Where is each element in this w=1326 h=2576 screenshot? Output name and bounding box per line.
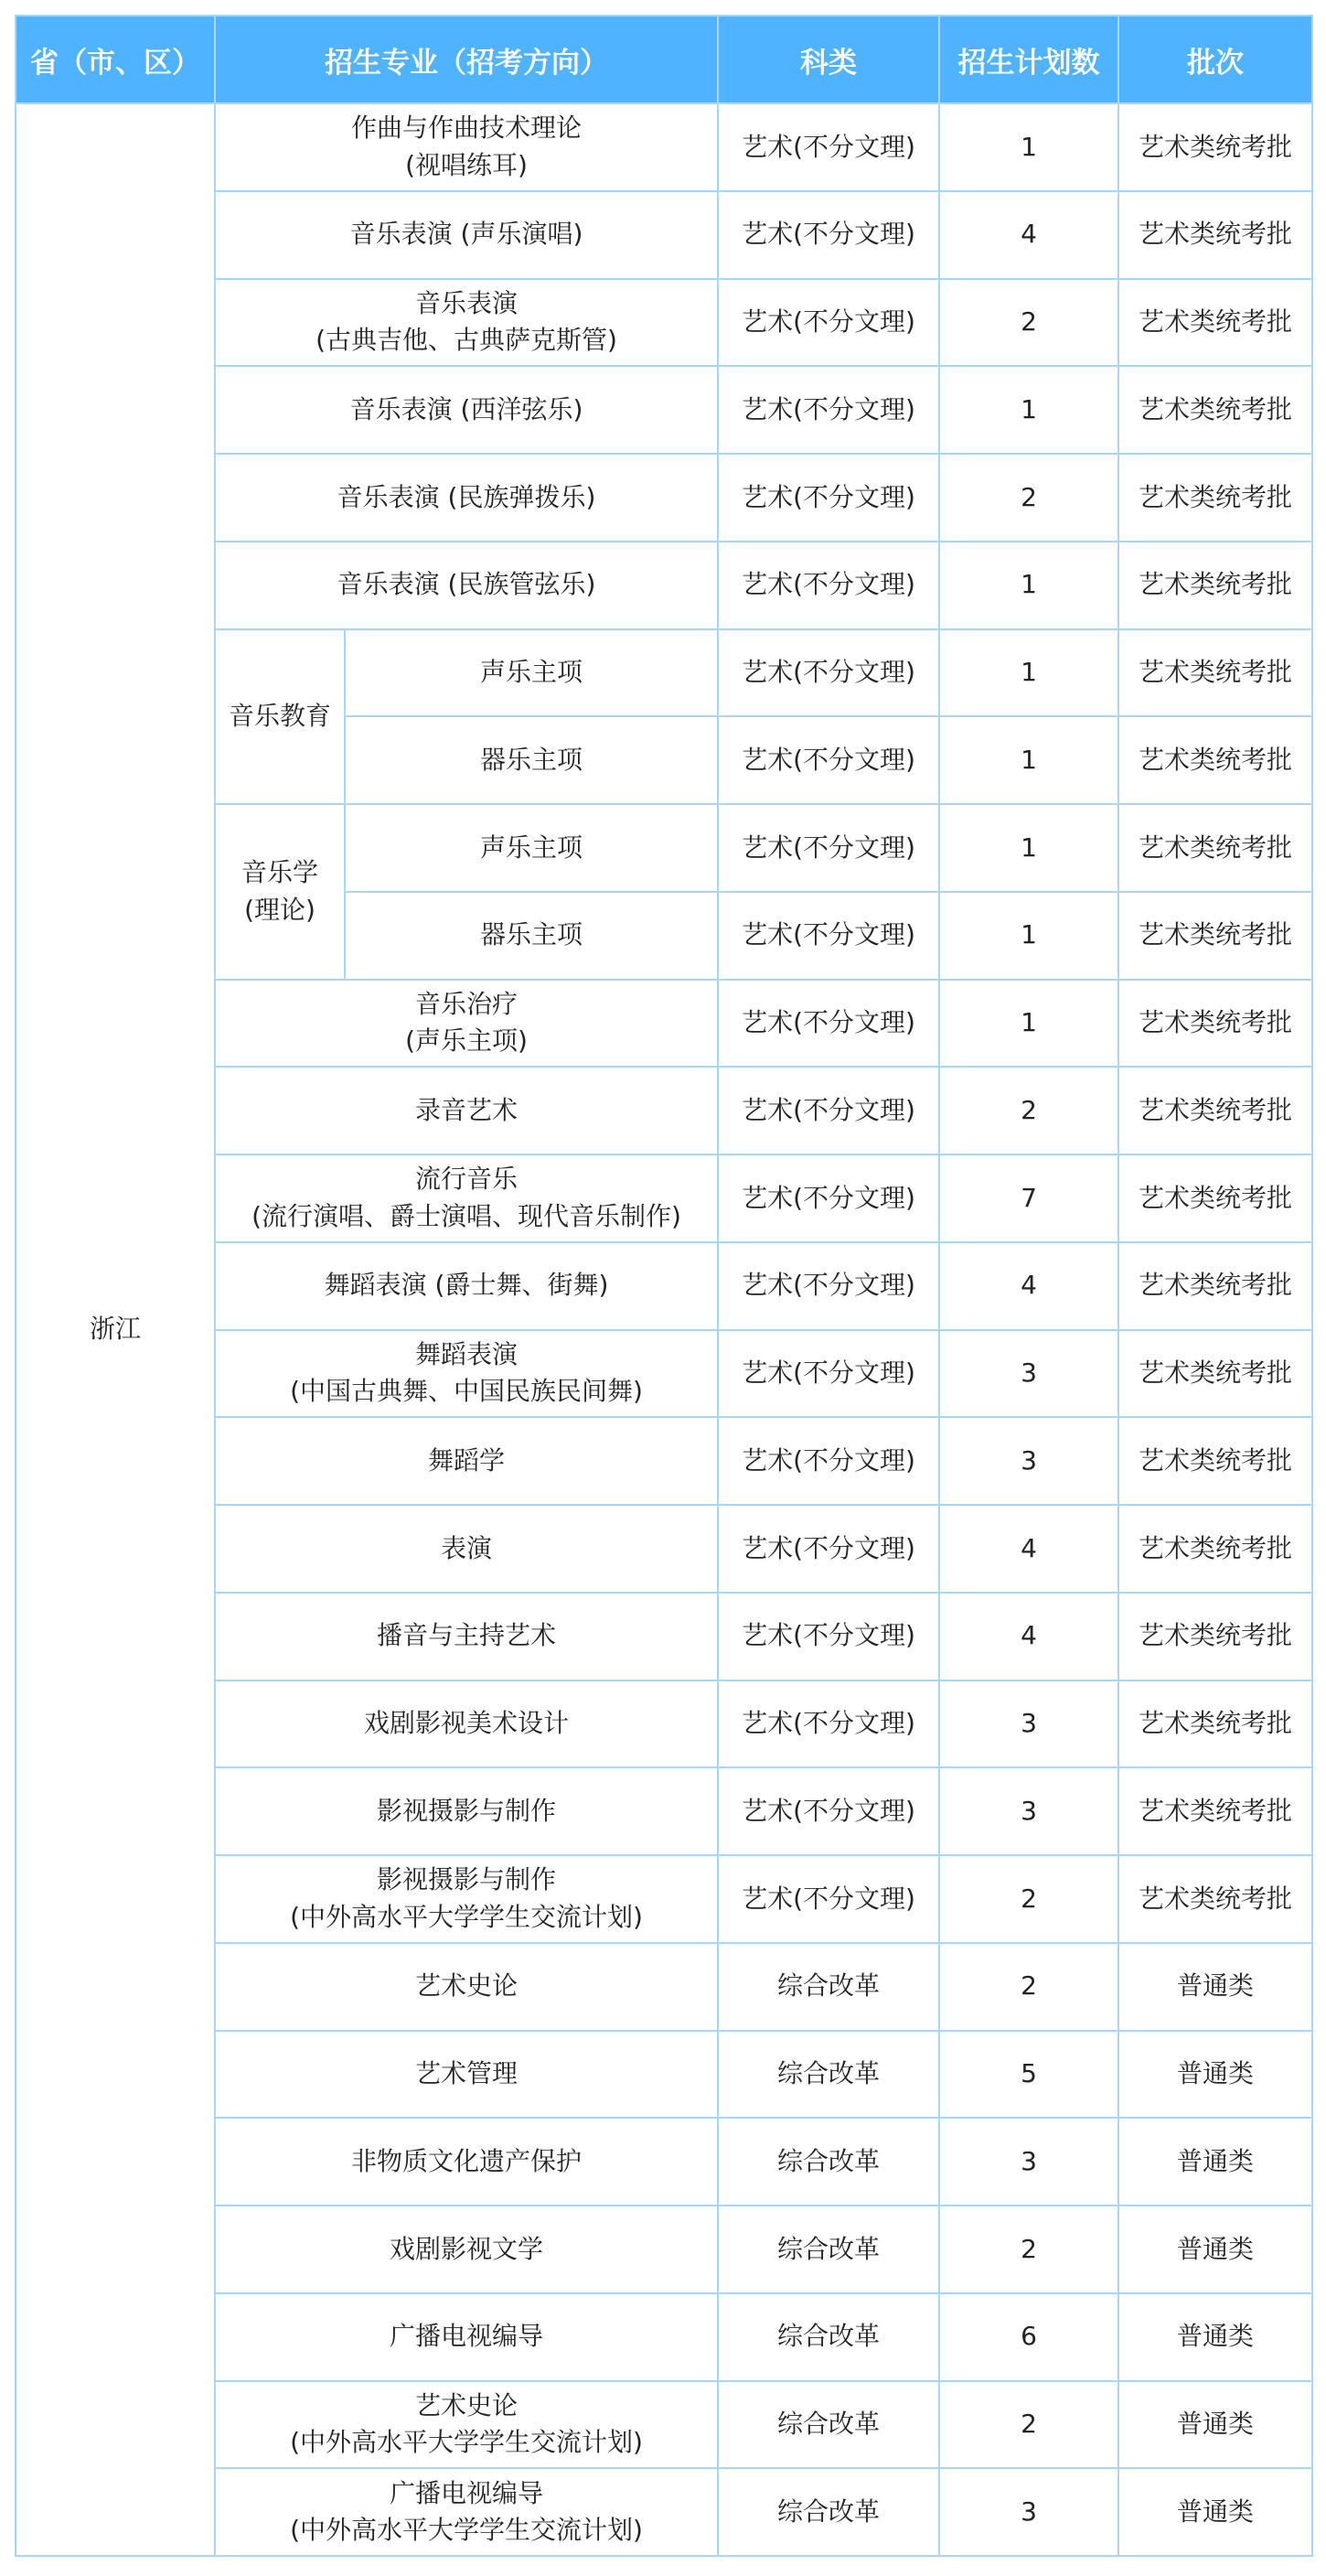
- major-line: 艺术管理: [414, 2058, 518, 2089]
- plan-count-cell: 1: [939, 980, 1118, 1068]
- major-line: 音乐表演 (声乐演唱): [349, 219, 583, 250]
- category-cell: 艺术(不分文理): [718, 1330, 939, 1418]
- category-cell: 艺术(不分文理): [718, 1242, 939, 1330]
- header-major: 招生专业（招考方向）: [215, 16, 718, 103]
- plan-count-cell: 3: [939, 1680, 1118, 1768]
- province-cell: 浙江: [16, 103, 215, 2556]
- major-line: 舞蹈学: [427, 1444, 505, 1476]
- major-line: 广播电视编导: [389, 2321, 543, 2352]
- major-cell: [215, 454, 718, 542]
- batch-cell: 艺术类统考批: [1118, 1505, 1312, 1593]
- batch-cell: 艺术类统考批: [1118, 804, 1312, 892]
- batch-cell: 艺术类统考批: [1118, 1242, 1312, 1330]
- group-line: 音乐教育: [228, 700, 331, 731]
- major-cell: [215, 1242, 718, 1330]
- category-cell: 艺术(不分文理): [718, 366, 939, 454]
- major-line: (中国古典舞、中国民族民间舞): [290, 1376, 643, 1407]
- batch-cell: 普通类: [1118, 2468, 1312, 2556]
- category-cell: 综合改革: [718, 2206, 939, 2293]
- group-line: 音乐学: [241, 857, 318, 888]
- category-cell: 艺术(不分文理): [718, 191, 939, 279]
- batch-cell: 艺术类统考批: [1118, 980, 1312, 1068]
- major-line: (中外高水平大学学生交流计划): [290, 2427, 643, 2458]
- plan-count-cell: 3: [939, 1330, 1118, 1418]
- category-cell: 艺术(不分文理): [718, 1680, 939, 1768]
- major-line: 非物质文化遗产保护: [350, 2145, 582, 2176]
- major-line: 戏剧影视美术设计: [363, 1708, 569, 1739]
- batch-cell: 普通类: [1118, 2206, 1312, 2293]
- category-cell: 艺术(不分文理): [718, 892, 939, 980]
- plan-count-cell: 1: [939, 716, 1118, 804]
- batch-cell: 艺术类统考批: [1118, 629, 1312, 717]
- batch-cell: 艺术类统考批: [1118, 1593, 1312, 1680]
- plan-count-cell: 3: [939, 1767, 1118, 1855]
- batch-cell: 普通类: [1118, 2118, 1312, 2206]
- major-cell: [215, 366, 718, 454]
- batch-cell: 普通类: [1118, 2293, 1312, 2381]
- category-cell: 艺术(不分文理): [718, 103, 939, 191]
- major-cell: [215, 2206, 718, 2293]
- major-line: 录音艺术: [414, 1094, 518, 1125]
- major-cell: [215, 1680, 718, 1768]
- category-cell: 艺术(不分文理): [718, 542, 939, 629]
- major-line: 戏剧影视文学: [389, 2233, 543, 2264]
- batch-cell: 艺术类统考批: [1118, 1767, 1312, 1855]
- category-cell: 综合改革: [718, 2293, 939, 2381]
- batch-cell: 艺术类统考批: [1118, 103, 1312, 191]
- major-group-cell: [215, 804, 345, 980]
- major-cell: [215, 980, 718, 1068]
- table-body: [16, 103, 1312, 2556]
- major-cell: [215, 542, 718, 629]
- major-cell: [215, 103, 718, 191]
- header-plan: 招生计划数: [939, 16, 1118, 103]
- batch-cell: 艺术类统考批: [1118, 716, 1312, 804]
- plan-count-cell: 4: [939, 1242, 1118, 1330]
- major-line: 流行音乐: [414, 1164, 518, 1195]
- category-cell: 艺术(不分文理): [718, 1417, 939, 1505]
- plan-count-cell: 4: [939, 1593, 1118, 1680]
- batch-cell: 艺术类统考批: [1118, 1680, 1312, 1768]
- category-cell: 艺术(不分文理): [718, 1767, 939, 1855]
- major-line: 音乐表演 (西洋弦乐): [349, 393, 583, 424]
- major-line: 音乐表演 (民族管弦乐): [337, 569, 596, 600]
- major-line: 舞蹈表演 (爵士舞、街舞): [324, 1270, 609, 1301]
- batch-cell: 艺术类统考批: [1118, 366, 1312, 454]
- major-cell: [215, 2468, 718, 2556]
- major-cell: [345, 804, 718, 892]
- enrollment-plan-table: [15, 15, 1313, 2557]
- major-line: 播音与主持艺术: [376, 1620, 556, 1651]
- major-line: (流行演唱、爵士演唱、现代音乐制作): [251, 1200, 681, 1231]
- batch-cell: 艺术类统考批: [1118, 542, 1312, 629]
- major-line: (声乐主项): [405, 1025, 528, 1057]
- major-cell: [215, 279, 718, 367]
- major-cell: [215, 1417, 718, 1505]
- major-cell: [215, 2118, 718, 2206]
- batch-cell: 艺术类统考批: [1118, 892, 1312, 980]
- major-line: (古典吉他、古典萨克斯管): [315, 325, 617, 356]
- plan-count-cell: 3: [939, 1417, 1118, 1505]
- batch-cell: 艺术类统考批: [1118, 1154, 1312, 1242]
- major-cell: [215, 1767, 718, 1855]
- plan-count-cell: 3: [939, 2468, 1118, 2556]
- category-cell: 艺术(不分文理): [718, 716, 939, 804]
- batch-cell: 艺术类统考批: [1118, 279, 1312, 367]
- category-cell: 综合改革: [718, 2381, 939, 2469]
- major-group-cell: [215, 629, 345, 805]
- major-cell: [215, 1067, 718, 1154]
- category-cell: 综合改革: [718, 2031, 939, 2119]
- plan-count-cell: 1: [939, 542, 1118, 629]
- plan-count-cell: 2: [939, 1067, 1118, 1154]
- enrollment-table-container: [15, 15, 1311, 2557]
- plan-count-cell: 6: [939, 2293, 1118, 2381]
- major-cell: [345, 716, 718, 804]
- category-cell: 艺术(不分文理): [718, 1855, 939, 1943]
- major-line: 音乐表演: [414, 287, 518, 318]
- major-line: 器乐主项: [479, 919, 583, 950]
- header-batch: 批次: [1118, 16, 1312, 103]
- major-line: 影视摄影与制作: [376, 1795, 556, 1826]
- major-line: 音乐表演 (民族弹拨乐): [337, 481, 596, 512]
- header-row: [16, 16, 1312, 103]
- major-line: 广播电视编导: [389, 2477, 543, 2508]
- major-line: (中外高水平大学学生交流计划): [290, 2515, 643, 2546]
- category-cell: 艺术(不分文理): [718, 1505, 939, 1593]
- batch-cell: 艺术类统考批: [1118, 1855, 1312, 1943]
- category-cell: 综合改革: [718, 1943, 939, 2031]
- plan-count-cell: 2: [939, 454, 1118, 542]
- major-line: 影视摄影与制作: [376, 1864, 556, 1895]
- batch-cell: 艺术类统考批: [1118, 1330, 1312, 1418]
- major-line: 表演: [440, 1532, 492, 1563]
- table-row: [16, 103, 1312, 191]
- category-cell: 艺术(不分文理): [718, 980, 939, 1068]
- category-cell: 艺术(不分文理): [718, 279, 939, 367]
- major-cell: [215, 1855, 718, 1943]
- plan-count-cell: 5: [939, 2031, 1118, 2119]
- plan-count-cell: 2: [939, 2206, 1118, 2293]
- major-line: 器乐主项: [479, 744, 583, 775]
- batch-cell: 普通类: [1118, 2381, 1312, 2469]
- major-cell: [215, 1943, 718, 2031]
- plan-count-cell: 3: [939, 2118, 1118, 2206]
- plan-count-cell: 1: [939, 366, 1118, 454]
- major-line: 作曲与作曲技术理论: [350, 113, 582, 144]
- major-line: (中外高水平大学学生交流计划): [290, 1901, 643, 1932]
- plan-count-cell: 4: [939, 1505, 1118, 1593]
- plan-count-cell: 1: [939, 629, 1118, 717]
- plan-count-cell: 4: [939, 191, 1118, 279]
- major-line: (视唱练耳): [405, 149, 528, 180]
- major-cell: [215, 2293, 718, 2381]
- group-line: (理论): [244, 894, 315, 925]
- batch-cell: 艺术类统考批: [1118, 454, 1312, 542]
- batch-cell: 艺术类统考批: [1118, 1067, 1312, 1154]
- major-line: 音乐治疗: [414, 988, 518, 1019]
- plan-count-cell: 2: [939, 279, 1118, 367]
- major-cell: [215, 2381, 718, 2469]
- batch-cell: 普通类: [1118, 2031, 1312, 2119]
- major-line: 声乐主项: [479, 657, 583, 688]
- major-cell: [215, 2031, 718, 2119]
- category-cell: 艺术(不分文理): [718, 454, 939, 542]
- plan-count-cell: 1: [939, 103, 1118, 191]
- category-cell: 综合改革: [718, 2118, 939, 2206]
- major-line: 舞蹈表演: [414, 1338, 518, 1369]
- category-cell: 艺术(不分文理): [718, 1593, 939, 1680]
- major-cell: [215, 1505, 718, 1593]
- plan-count-cell: 1: [939, 892, 1118, 980]
- major-line: 艺术史论: [414, 1970, 518, 2002]
- plan-count-cell: 7: [939, 1154, 1118, 1242]
- plan-count-cell: 2: [939, 1855, 1118, 1943]
- batch-cell: 艺术类统考批: [1118, 191, 1312, 279]
- category-cell: 艺术(不分文理): [718, 804, 939, 892]
- header-province: 省（市、区）: [16, 16, 215, 103]
- major-line: 艺术史论: [414, 2389, 518, 2420]
- category-cell: 艺术(不分文理): [718, 1067, 939, 1154]
- batch-cell: 普通类: [1118, 1943, 1312, 2031]
- header-category: 科类: [718, 16, 939, 103]
- category-cell: 综合改革: [718, 2468, 939, 2556]
- major-cell: [215, 191, 718, 279]
- category-cell: 艺术(不分文理): [718, 629, 939, 717]
- major-line: 声乐主项: [479, 832, 583, 863]
- major-cell: [345, 892, 718, 980]
- major-cell: [215, 1593, 718, 1680]
- plan-count-cell: 2: [939, 1943, 1118, 2031]
- batch-cell: 艺术类统考批: [1118, 1417, 1312, 1505]
- major-cell: [215, 1330, 718, 1418]
- category-cell: 艺术(不分文理): [718, 1154, 939, 1242]
- major-cell: [345, 629, 718, 717]
- major-cell: [215, 1154, 718, 1242]
- plan-count-cell: 2: [939, 2381, 1118, 2469]
- plan-count-cell: 1: [939, 804, 1118, 892]
